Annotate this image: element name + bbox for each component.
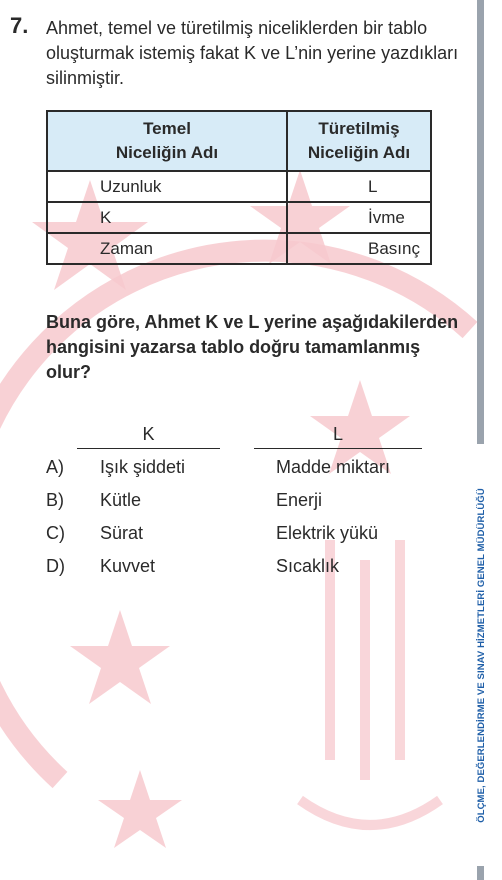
question-prompt: Buna göre, Ahmet K ve L yerine aşağıdakilerden hangisini yazarsa tablo doğru tamamlanmış olur? — [46, 312, 459, 382]
table-cell-derived: L — [287, 171, 431, 202]
option-k-value: Sürat — [100, 523, 144, 543]
side-organization-label: ÖLÇME, DEĞERLENDİRME VE SINAV HİZMETLERİ GENEL MÜDÜRLÜĞÜ — [475, 487, 487, 823]
option-b[interactable] — [0, 490, 470, 516]
table-row — [47, 233, 431, 264]
option-l-value: Madde miktarı — [276, 457, 391, 477]
quantities-table — [46, 110, 432, 265]
option-l-value: Sıcaklık — [276, 556, 340, 576]
table-cell-base: K — [47, 202, 287, 233]
options-header-k: K — [142, 424, 155, 444]
table-cell-derived: İvme — [287, 202, 431, 233]
option-l-value: Enerji — [276, 490, 323, 510]
option-a[interactable] — [0, 457, 470, 483]
option-letter: C) — [46, 523, 65, 543]
option-d[interactable] — [0, 556, 470, 582]
table-row — [47, 171, 431, 202]
side-organization-text — [473, 455, 489, 855]
question-number: 7. — [10, 13, 29, 38]
table-cell-derived: Basınç — [287, 233, 431, 264]
option-letter: B) — [46, 490, 64, 510]
header-derived-label: Türetilmiş Niceliğin Adı — [307, 119, 411, 162]
option-c[interactable] — [0, 523, 470, 549]
table-cell-base: Zaman — [47, 233, 287, 264]
table-header-row — [47, 111, 431, 171]
option-k-value: Kütle — [100, 490, 142, 510]
table-header-derived — [287, 111, 431, 171]
option-l-value: Elektrik yükü — [276, 523, 379, 543]
option-letter: A) — [46, 457, 64, 477]
question-text: Ahmet, temel ve türetilmiş niceliklerden bir tablo oluşturmak istemiş fakat K ve L’nin yerine yazdıkları silinmiştir. — [46, 18, 459, 88]
side-bar-bottom — [477, 866, 484, 880]
side-bar-top — [477, 0, 484, 444]
table-row — [47, 202, 431, 233]
options-header-k-underline — [77, 448, 220, 449]
table-header-base — [47, 111, 287, 171]
table-cell-base: Uzunluk — [47, 171, 287, 202]
header-base-label: Temel Niceliğin Adı — [115, 119, 219, 162]
option-k-value: Işık şiddeti — [100, 457, 186, 477]
options-header-l-underline — [254, 448, 422, 449]
option-k-value: Kuvvet — [100, 556, 156, 576]
option-letter: D) — [46, 556, 65, 576]
options-header-l: L — [332, 424, 343, 444]
